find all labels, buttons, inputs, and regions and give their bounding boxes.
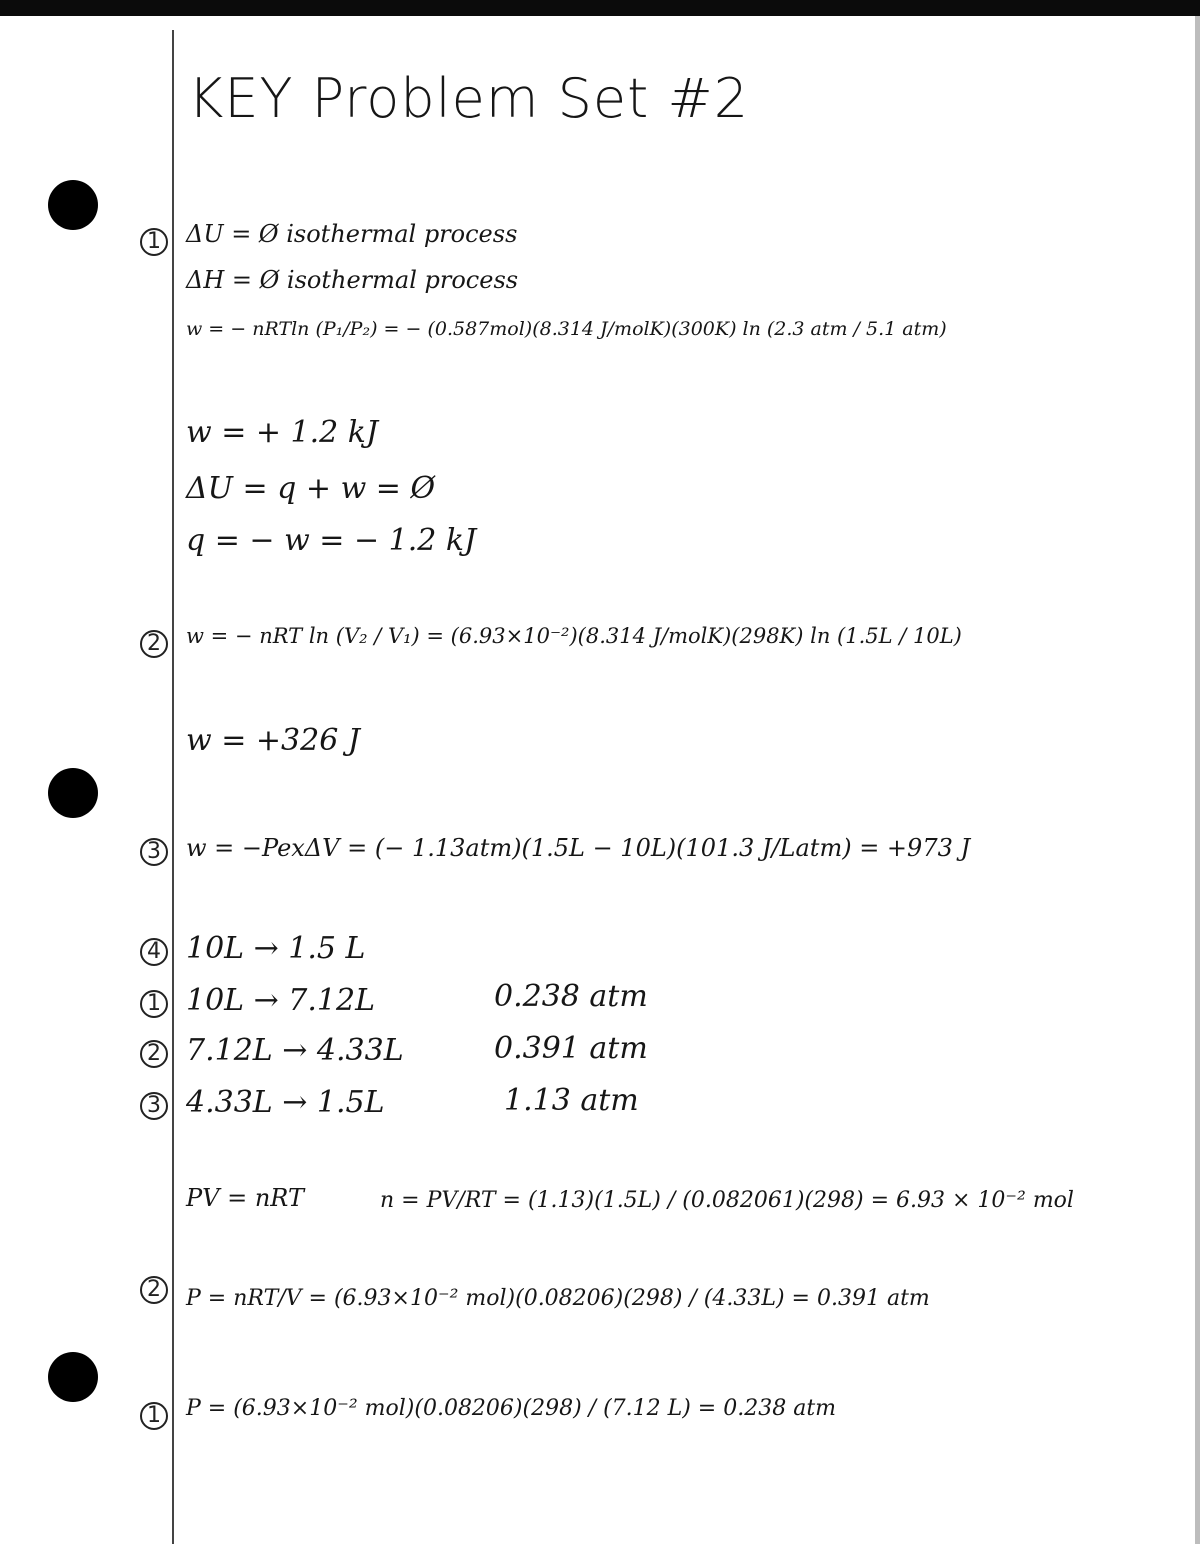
step-1-number: 1 xyxy=(140,990,168,1018)
step-2-pressure: 0.391 atm xyxy=(494,1031,648,1066)
step-3-pressure: 1.13 atm xyxy=(504,1083,639,1118)
problem-1-heat: q = − w = − 1.2 kJ xyxy=(186,523,477,558)
step-3-volume: 4.33L → 1.5L xyxy=(186,1085,385,1120)
scan-right-edge xyxy=(1195,16,1200,1544)
problem-2-work-result: w = +326 J xyxy=(186,723,360,758)
moles-calculation: n = PV/RT = (1.13)(1.5L) / (0.082061)(298) = 6.93 × 10⁻² mol xyxy=(380,1188,1074,1213)
problem-4-volume-change: 10L → 1.5 L xyxy=(186,931,366,966)
problem-1-internal-energy: ΔU = q + w = Ø xyxy=(186,471,436,506)
step-1-pressure: 0.238 atm xyxy=(494,979,648,1014)
step-3-number: 3 xyxy=(140,1092,168,1120)
step-2-number: 2 xyxy=(140,1040,168,1068)
problem-1-work-result: w = + 1.2 kJ xyxy=(186,415,379,450)
pressure-1-calculation: P = (6.93×10⁻² mol)(0.08206)(298) / (7.12 L) = 0.238 atm xyxy=(186,1396,837,1421)
pressure-2-calculation: P = nRT/V = (6.93×10⁻² mol)(0.08206)(298) / (4.33L) = 0.391 atm xyxy=(186,1286,930,1311)
problem-2-work-equation: w = − nRT ln (V₂ / V₁) = (6.93×10⁻²)(8.314 J/molK)(298K) ln (1.5L / 10L) xyxy=(186,624,962,648)
problem-4-number: 4 xyxy=(140,938,168,966)
page-title: KEY Problem Set #2 xyxy=(188,67,750,130)
step-1-volume: 10L → 7.12L xyxy=(186,983,376,1018)
problem-3-work-equation: w = −PexΔV = (− 1.13atm)(1.5L − 10L)(101.3 J/Latm) = +973 J xyxy=(186,834,971,862)
punch-hole-bottom xyxy=(48,1352,98,1402)
problem-1-line-2: ΔH = Ø isothermal process xyxy=(186,266,519,294)
punch-hole-middle xyxy=(48,768,98,818)
step-2-volume: 7.12L → 4.33L xyxy=(186,1033,404,1068)
scan-top-border xyxy=(0,0,1200,16)
problem-1-work-equation: w = − nRTln (P₁/P₂) = − (0.587mol)(8.314 J/molK)(300K) ln (2.3 atm / 5.1 atm) xyxy=(186,318,947,340)
problem-1-line-1: ΔU = Ø isothermal process xyxy=(186,220,518,248)
problem-1-number: 1 xyxy=(140,228,168,256)
calc-1-number: 1 xyxy=(140,1402,168,1430)
notebook-margin-line xyxy=(172,30,174,1544)
problem-3-number: 3 xyxy=(140,838,168,866)
problem-2-number: 2 xyxy=(140,630,168,658)
calc-2-number: 2 xyxy=(140,1276,168,1304)
punch-hole-top xyxy=(48,180,98,230)
ideal-gas-law: PV = nRT xyxy=(186,1184,304,1212)
